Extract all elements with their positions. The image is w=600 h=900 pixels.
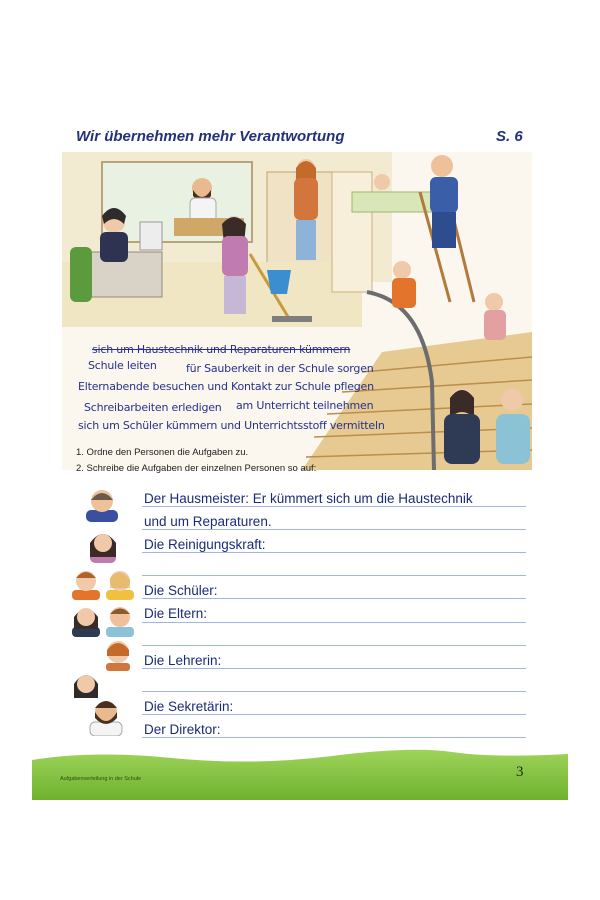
phrase-teach-students: sich um Schüler kümmern und Unterrichtsstoff vermitteln (78, 419, 385, 432)
footer-section-label: Aufgabenverteilung in der Schule (60, 776, 142, 782)
classroom-table (352, 192, 442, 212)
students-avatar (70, 566, 136, 600)
line-caretaker-continued: und um Reparaturen. (144, 514, 272, 529)
ruled-line (142, 691, 526, 692)
ruled-line (142, 575, 526, 576)
phrase-cleanliness: für Sauberkeit in der Schule sorgen (186, 362, 374, 375)
teacher-skirt (296, 220, 316, 260)
cleaner-body (222, 236, 248, 276)
ruled-line (142, 552, 526, 553)
office-chair (70, 247, 92, 302)
father-body (496, 414, 530, 464)
page-title: Wir übernehmen mehr Verantwortung (76, 128, 345, 145)
student-girl-body (484, 310, 506, 340)
page-reference: S. 6 (496, 128, 523, 145)
line-parents: Die Eltern: (144, 606, 208, 621)
student-climbing-body (392, 278, 416, 308)
instruction-1: 1. Ordne den Personen die Aufgaben zu. (76, 447, 249, 458)
ruled-line (142, 506, 526, 507)
phrase-parents-evenings: Elternabende besuchen und Kontakt zur Schule pflegen (78, 380, 374, 393)
student-climbing-head (393, 261, 411, 279)
caretaker-head (431, 155, 453, 177)
caretaker-body (430, 177, 458, 213)
line-caretaker: Der Hausmeister: Er kümmert sich um die Haustechnik (144, 491, 473, 506)
ruled-line (142, 598, 526, 599)
caretaker-legs (432, 212, 456, 248)
teacher-avatar (70, 636, 136, 700)
father-head (501, 389, 523, 411)
line-director: Der Direktor: (144, 722, 221, 737)
ruled-line (142, 714, 526, 715)
line-teacher: Die Lehrerin: (144, 653, 222, 668)
teacher-body (294, 178, 318, 220)
grass-footer-band (32, 748, 568, 800)
phrase-paperwork: Schreibarbeiten erledigen (84, 401, 222, 414)
instruction-2: 2. Schreibe die Aufgaben der einzelnen Personen so auf: (76, 463, 317, 474)
ruled-line (142, 645, 526, 646)
ruled-line (142, 529, 526, 530)
computer-monitor (140, 222, 162, 250)
pupil-head (374, 174, 390, 190)
line-cleaner: Die Reinigungskraft: (144, 537, 266, 552)
director-avatar (84, 696, 128, 736)
secretary-body (100, 232, 128, 262)
phrase-attend-lessons: am Unterricht teilnehmen (236, 399, 374, 412)
caretaker-avatar (80, 486, 124, 522)
mother-body (444, 414, 480, 464)
classroom-door (332, 172, 372, 292)
page-number: 3 (516, 764, 524, 780)
ruled-line (142, 668, 526, 669)
phrase-lead-school: Schule leiten (88, 359, 157, 372)
ruled-line (142, 622, 526, 623)
student-girl-head (485, 293, 503, 311)
line-students: Die Schüler: (144, 583, 218, 598)
parents-avatar (70, 601, 136, 637)
cleaner-trousers (224, 276, 246, 314)
line-secretary: Die Sekretärin: (144, 699, 234, 714)
ruled-line (142, 737, 526, 738)
bucket (267, 270, 291, 294)
mop-head (272, 316, 312, 322)
cleaner-avatar (84, 527, 122, 563)
phrase-caretaker-task: sich um Haustechnik und Reparaturen kümmern (92, 343, 351, 356)
